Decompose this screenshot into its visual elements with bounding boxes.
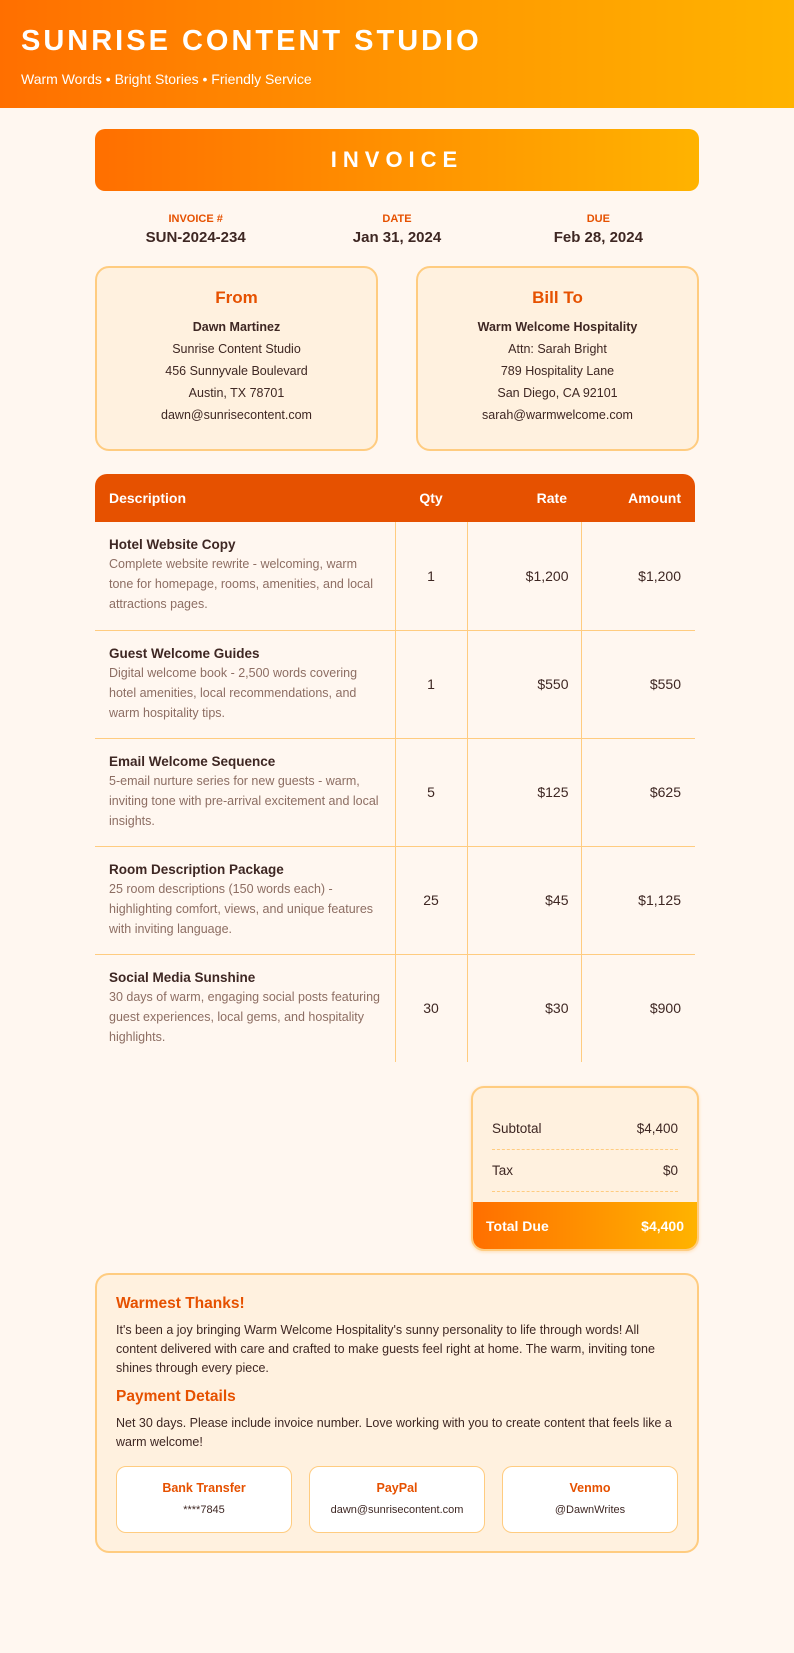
item-desc: Complete website rewrite - welcoming, warm tone for homepage, rooms, amenities, and local attractions pages.	[109, 557, 374, 612]
payment-method-name: Bank Transfer	[162, 1481, 246, 1495]
invoice-container	[95, 108, 699, 1553]
item-description-cell	[95, 522, 395, 630]
table-row	[95, 846, 695, 954]
item-rate: $125	[467, 738, 581, 846]
bill-to-street: 789 Hospitality Lane	[500, 364, 615, 378]
item-name: Guest Welcome Guides	[109, 645, 260, 661]
invoice-banner	[95, 129, 699, 191]
subtotal-row	[492, 1108, 678, 1150]
item-description-cell	[95, 630, 395, 738]
item-name: Social Media Sunshine	[109, 969, 256, 985]
from-title: From	[215, 288, 258, 307]
from-city: Austin, TX 78701	[188, 386, 285, 400]
from-company: Sunrise Content Studio	[172, 342, 301, 356]
from-street: 456 Sunnyvale Boulevard	[165, 364, 308, 378]
table-row	[95, 954, 695, 1062]
item-rate: $30	[467, 954, 581, 1062]
col-amount: Amount	[581, 474, 695, 522]
from-card	[95, 266, 378, 451]
bill-to-city: San Diego, CA 92101	[497, 386, 618, 400]
totals-breakdown	[473, 1088, 697, 1202]
meta-date	[296, 213, 497, 246]
item-rate: $1,200	[467, 522, 581, 630]
meta-value: SUN-2024-234	[145, 229, 246, 246]
table-row	[95, 738, 695, 846]
invoice-title: INVOICE	[330, 147, 464, 172]
tax-value: $0	[662, 1163, 678, 1178]
totals-card	[471, 1086, 699, 1251]
item-amount: $1,125	[581, 846, 695, 954]
item-amount: $1,200	[581, 522, 695, 630]
total-due-row	[473, 1202, 697, 1249]
bill-to-card	[416, 266, 699, 451]
item-description-cell	[95, 738, 395, 846]
item-amount: $550	[581, 630, 695, 738]
payment-method-venmo	[502, 1466, 678, 1533]
item-name: Email Welcome Sequence	[109, 753, 276, 769]
meta-label: DATE	[382, 213, 412, 225]
bill-to-email: sarah@warmwelcome.com	[482, 408, 633, 422]
table-row	[95, 522, 695, 630]
item-desc: Digital welcome book - 2,500 words covering hotel amenities, local recommendations, and warm hospitality tips.	[109, 665, 358, 720]
item-qty: 1	[395, 630, 467, 738]
top-header	[0, 0, 794, 108]
item-name: Hotel Website Copy	[109, 537, 236, 553]
meta-label: INVOICE #	[168, 213, 223, 225]
payment-method-name: Venmo	[569, 1481, 611, 1495]
item-name: Room Description Package	[109, 861, 284, 877]
from-name: Dawn Martinez	[192, 320, 281, 334]
col-rate: Rate	[467, 474, 581, 522]
table-header-row	[95, 474, 695, 522]
bill-to-attn: Attn: Sarah Bright	[508, 342, 607, 356]
item-amount: $625	[581, 738, 695, 846]
item-qty: 5	[395, 738, 467, 846]
meta-invoice-number	[95, 213, 296, 246]
col-qty: Qty	[395, 474, 467, 522]
subtotal-label: Subtotal	[492, 1121, 542, 1136]
brand-title: SUNRISE CONTENT STUDIO	[21, 25, 482, 57]
item-qty: 25	[395, 846, 467, 954]
item-rate: $45	[467, 846, 581, 954]
bill-to-name: Warm Welcome Hospitality	[477, 320, 638, 334]
item-description-cell	[95, 846, 395, 954]
payment-method-detail: ****7845	[183, 1504, 225, 1516]
total-due-label: Total Due	[486, 1217, 549, 1234]
brand-tagline: Warm Words • Bright Stories • Friendly Service	[21, 71, 312, 87]
payment-methods	[116, 1466, 678, 1533]
subtotal-value: $4,400	[636, 1121, 678, 1136]
parties	[95, 266, 699, 451]
payment-method-name: PayPal	[376, 1481, 418, 1495]
payment-method-bank-transfer	[116, 1466, 292, 1533]
meta-value: Jan 31, 2024	[352, 229, 442, 246]
total-due-value: $4,400	[641, 1217, 684, 1234]
payment-title: Payment Details	[116, 1388, 236, 1405]
tax-row	[492, 1150, 678, 1192]
payment-text: Net 30 days. Please include invoice number. Love working with you to create content that feels like a warm welcome!	[116, 1416, 672, 1449]
item-desc: 30 days of warm, engaging social posts featuring guest experiences, local gems, and hospitality highlights.	[109, 989, 380, 1044]
notes-card	[95, 1273, 699, 1553]
meta-label: DUE	[586, 213, 610, 225]
item-qty: 1	[395, 522, 467, 630]
item-amount: $900	[581, 954, 695, 1062]
table-row	[95, 630, 695, 738]
totals-section	[95, 1086, 699, 1251]
invoice-meta	[95, 213, 699, 246]
meta-value: Feb 28, 2024	[553, 229, 643, 246]
col-description: Description	[95, 474, 395, 522]
payment-method-detail: dawn@sunrisecontent.com	[330, 1504, 464, 1516]
payment-method-paypal	[309, 1466, 485, 1533]
thanks-title: Warmest Thanks!	[116, 1295, 245, 1312]
bill-to-title: Bill To	[532, 288, 583, 307]
item-qty: 30	[395, 954, 467, 1062]
thanks-text: It's been a joy bringing Warm Welcome Hospitality's sunny personality to life through words! All content delivered with care and crafted to make guests feel right at home. The warm, inviting tone shines through every piece.	[116, 1323, 655, 1375]
tax-label: Tax	[492, 1163, 514, 1178]
line-items-table	[95, 474, 695, 1062]
meta-due	[498, 213, 699, 246]
item-desc: 5-email nurture series for new guests - warm, inviting tone with pre-arrival excitement and local insights.	[109, 773, 379, 828]
payment-method-detail: @DawnWrites	[554, 1504, 626, 1516]
item-desc: 25 room descriptions (150 words each) - highlighting comfort, views, and unique features with inviting language.	[109, 881, 374, 936]
item-rate: $550	[467, 630, 581, 738]
from-email: dawn@sunrisecontent.com	[161, 408, 312, 422]
item-description-cell	[95, 954, 395, 1062]
